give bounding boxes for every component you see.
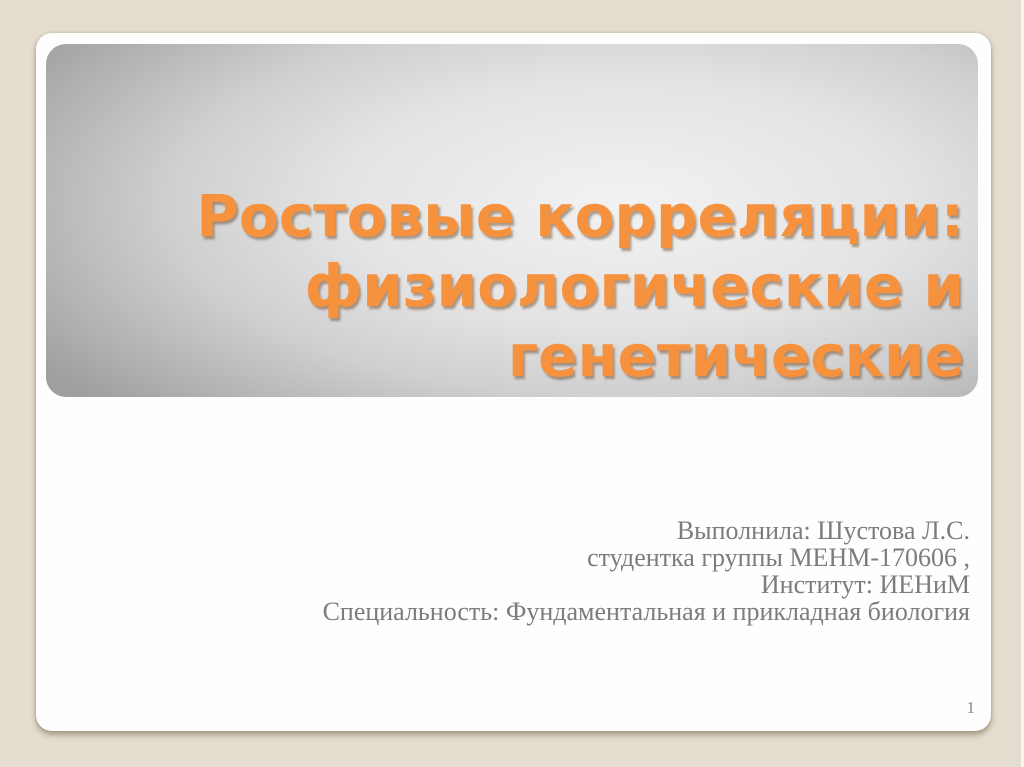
subtitle-line-speciality: Специальность: Фундаментальная и прикладная биология [322, 597, 970, 626]
slide-title: Ростовые корреляции: физиологические и генетические [196, 182, 964, 390]
subtitle-placeholder [170, 517, 970, 625]
subtitle-line-institute: Институт: ИЕНиМ [760, 570, 970, 599]
slide-canvas [36, 33, 991, 731]
subtitle-line-group: студентка группы МЕНМ-170606 , [587, 543, 970, 572]
slide-page-number: 1 [966, 698, 975, 717]
title-placeholder [46, 44, 978, 397]
subtitle-line-author: Выполнила: Шустова Л.С. [676, 516, 970, 545]
